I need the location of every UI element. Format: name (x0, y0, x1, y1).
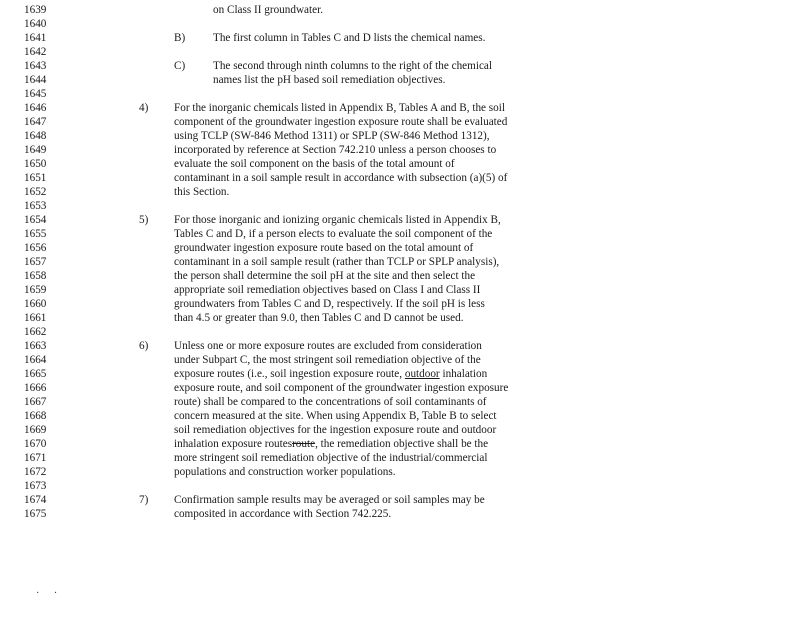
line-number: 1671 (24, 452, 47, 464)
line-number: 1651 (24, 172, 47, 184)
deleted-text: route (292, 438, 316, 450)
line-number: 1663 (24, 340, 47, 352)
line-text: For the inorganic chemicals listed in Appendix B, Tables A and B, the soil (174, 102, 505, 114)
document-line (0, 493, 800, 507)
line-text (174, 367, 487, 381)
line-number: 1648 (24, 130, 47, 142)
line-number: 1639 (24, 4, 47, 16)
document-line (0, 283, 800, 297)
line-text: The first column in Tables C and D lists the chemical names. (213, 32, 486, 44)
document-line (0, 409, 800, 423)
line-text: populations and construction worker populations. (174, 466, 396, 478)
line-number: 1644 (24, 74, 47, 86)
document-line (0, 255, 800, 269)
line-text: incorporated by reference at Section 742.210 unless a person chooses to (174, 144, 497, 156)
line-number: 1668 (24, 410, 47, 422)
item-marker: 6) (139, 340, 149, 352)
item-marker: B) (174, 32, 186, 44)
line-number: 1649 (24, 144, 47, 156)
document-line (0, 101, 800, 115)
document-line (0, 339, 800, 353)
line-text: route) shall be compared to the concentrations of soil contaminants of (174, 396, 487, 408)
line-text: component of the groundwater ingestion exposure route shall be evaluated (174, 116, 508, 128)
line-number: 1674 (24, 494, 47, 506)
line-number: 1647 (24, 116, 47, 128)
line-number: 1665 (24, 368, 47, 380)
line-number: 1658 (24, 270, 47, 282)
line-number: 1675 (24, 508, 47, 520)
line-text: using TCLP (SW-846 Method 1311) or SPLP (SW-846 Method 1312), (174, 130, 490, 142)
document-line (0, 31, 800, 45)
line-text: exposure route, and soil component of the groundwater ingestion exposure (174, 382, 509, 394)
line-number: 1650 (24, 158, 47, 170)
item-marker: C) (174, 60, 186, 72)
document-line (0, 241, 800, 255)
line-text: names list the pH based soil remediation objectives. (213, 74, 446, 86)
document-line (0, 143, 800, 157)
line-number: 1657 (24, 256, 47, 268)
line-number: 1643 (24, 60, 47, 72)
document-line (0, 185, 800, 199)
line-text: on Class II groundwater. (213, 4, 323, 16)
line-number: 1673 (24, 480, 47, 492)
line-text: evaluate the soil component on the basis of the total amount of (174, 158, 455, 170)
line-text: groundwaters from Tables C and D, respectively. If the soil pH is less (174, 298, 485, 310)
scan-artifact: · · (36, 588, 64, 599)
document-line (0, 395, 800, 409)
document-line (0, 59, 800, 73)
document-line (0, 73, 800, 87)
line-text-segment: exposure routes (i.e., soil ingestion exposure route, (174, 368, 405, 380)
line-text: The second through ninth columns to the right of the chemical (213, 60, 492, 72)
line-text: this Section. (174, 186, 230, 198)
document-line (0, 45, 800, 59)
document-line (0, 423, 800, 437)
line-number: 1660 (24, 298, 47, 310)
line-text: Unless one or more exposure routes are excluded from consideration (174, 340, 482, 352)
line-text: composited in accordance with Section 742.225. (174, 508, 392, 520)
line-number: 1641 (24, 32, 47, 44)
line-number: 1646 (24, 102, 47, 114)
document-line (0, 269, 800, 283)
document-line (0, 353, 800, 367)
document-line (0, 367, 800, 381)
line-text (174, 437, 488, 451)
line-number: 1670 (24, 438, 47, 450)
line-number: 1645 (24, 88, 47, 100)
item-marker: 5) (139, 214, 149, 226)
line-text: Tables C and D, if a person elects to evaluate the soil component of the (174, 228, 493, 240)
line-text: contaminant in a soil sample result in accordance with subsection (a)(5) of (174, 172, 508, 184)
line-text: Confirmation sample results may be averaged or soil samples may be (174, 494, 485, 506)
inserted-text: outdoor (404, 368, 440, 380)
line-number: 1655 (24, 228, 47, 240)
item-marker: 4) (139, 102, 149, 114)
document-line (0, 3, 800, 17)
line-number: 1662 (24, 326, 47, 338)
document-line (0, 129, 800, 143)
document-line (0, 451, 800, 465)
document-line (0, 171, 800, 185)
line-number: 1664 (24, 354, 47, 366)
line-number: 1640 (24, 18, 47, 30)
line-number: 1661 (24, 312, 47, 324)
line-number: 1666 (24, 382, 47, 394)
document-line (0, 157, 800, 171)
document-line (0, 297, 800, 311)
document-line (0, 325, 800, 339)
document-line (0, 465, 800, 479)
line-number: 1652 (24, 186, 47, 198)
document-line (0, 311, 800, 325)
line-text-segment: inhalation (439, 368, 488, 380)
document-line (0, 507, 800, 521)
line-number: 1654 (24, 214, 47, 226)
line-number: 1653 (24, 200, 47, 212)
line-text: more stringent soil remediation objective of the industrial/commercial (174, 452, 488, 464)
line-text: For those inorganic and ionizing organic chemicals listed in Appendix B, (174, 214, 501, 226)
line-text-segment: , the remediation objective shall be the (315, 438, 489, 450)
document-line (0, 479, 800, 493)
line-number: 1667 (24, 396, 47, 408)
line-text: the person shall determine the soil pH at the site and then select the (174, 270, 476, 282)
document-line (0, 227, 800, 241)
document-line (0, 87, 800, 101)
line-number: 1642 (24, 46, 47, 58)
document-line (0, 17, 800, 31)
line-number: 1672 (24, 466, 47, 478)
line-text: groundwater ingestion exposure route based on the total amount of (174, 242, 474, 254)
line-text: concern measured at the site. When using Appendix B, Table B to select (174, 410, 497, 422)
line-number: 1659 (24, 284, 47, 296)
document-line (0, 213, 800, 227)
line-text: under Subpart C, the most stringent soil remediation objective of the (174, 354, 481, 366)
document-line (0, 199, 800, 213)
line-text-segment: inhalation exposure routes (174, 438, 293, 450)
line-text: contaminant in a soil sample result (rather than TCLP or SPLP analysis), (174, 256, 500, 268)
line-number: 1656 (24, 242, 47, 254)
line-text: than 4.5 or greater than 9.0, then Tables C and D cannot be used. (174, 312, 464, 324)
line-text: soil remediation objectives for the ingestion exposure route and outdoor (174, 424, 497, 436)
document-line (0, 437, 800, 451)
line-number: 1669 (24, 424, 47, 436)
document-line (0, 381, 800, 395)
item-marker: 7) (139, 494, 149, 506)
document-line (0, 115, 800, 129)
line-text: appropriate soil remediation objectives based on Class I and Class II (174, 284, 481, 296)
